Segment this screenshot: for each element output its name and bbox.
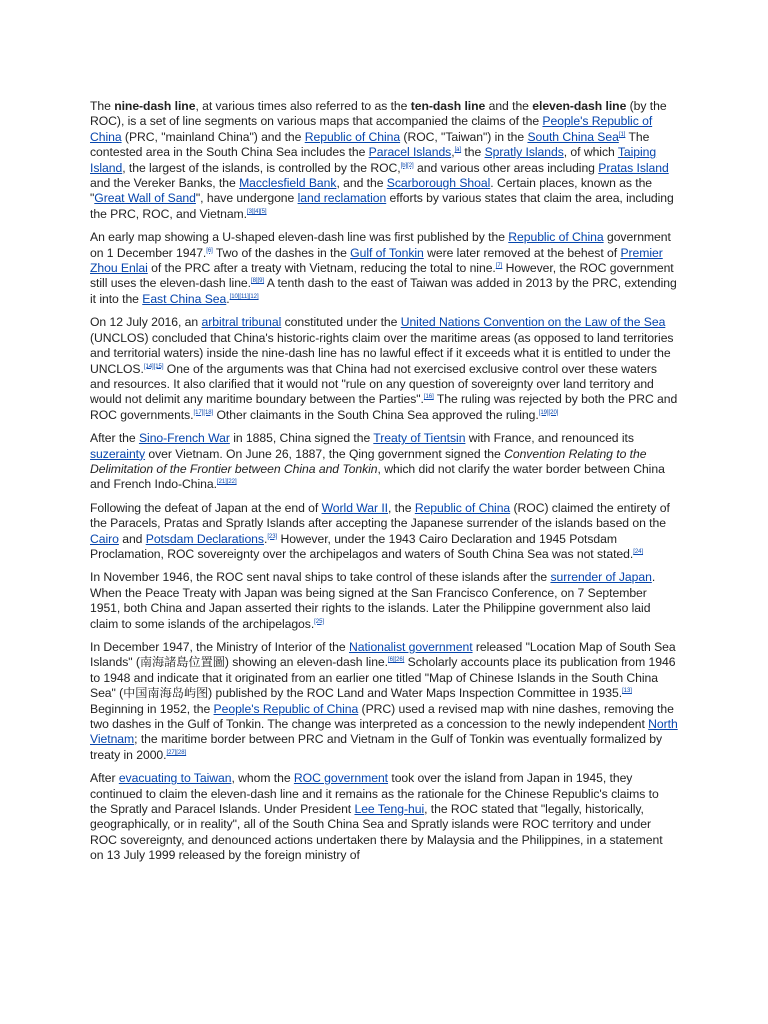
wiki-link[interactable]: land reclamation [297, 191, 387, 206]
text-run: government on 1 December 1947. [90, 230, 671, 260]
paragraph-2 [90, 230, 678, 307]
wiki-link[interactable]: suzerainty [90, 446, 146, 461]
citation-ref[interactable]: [27][28] [166, 749, 187, 756]
citation-ref[interactable]: [b] [400, 162, 408, 169]
citation-ref[interactable]: [14][15] [143, 363, 164, 370]
text-run: Scholarly accounts place its publication from 1946 to 1948 and indicate that it originated from an earlier one titled "Map of Chinese Islands in the South China Sea" (中国南海岛屿图) published by the ROC Land and Water Maps Inspection Committee in 1935. [90, 655, 676, 701]
citation-ref[interactable]: [1] [618, 131, 626, 138]
wiki-link[interactable]: People's Republic of China [213, 701, 359, 716]
text-run: , at various times also referred to as the [195, 99, 411, 113]
text-run: took over the island from Japan in 1945, they continued to claim the eleven-dash line and it remains as the rationale for the Chinese Republic's claims to the Spratly and Paracel Islands. Under President [90, 771, 659, 817]
paragraph-8 [90, 771, 678, 863]
citation-ref[interactable]: [7] [495, 263, 503, 269]
text-run: (UNCLOS) concluded that China's historic-rights claim over the maritime areas (as opposed to land territories and territorial waters) inside the nine-dash line has no lawful effect if it exceeds what it is entitled to under the UNCLOS. [90, 330, 674, 376]
citation-ref[interactable]: [21][22] [216, 479, 237, 486]
citation-ref[interactable]: [23] [267, 533, 278, 540]
wiki-link[interactable]: People's Republic of China [90, 114, 653, 144]
citation-ref[interactable]: [a] [454, 147, 462, 154]
wiki-link[interactable]: Scarborough Shoal [386, 176, 491, 191]
text-run: in 1885, China signed the [229, 431, 374, 446]
bold-term: nine-dash line [114, 99, 196, 113]
wiki-link[interactable]: Macclesfield Bank [239, 176, 337, 191]
text-run: (ROC) claimed the entirety of the Paracels, Pratas and Spratly Islands after accepting the Japanese surrender of the islands based on the [90, 500, 670, 531]
text-run: (ROC, "Taiwan") in the [400, 129, 528, 144]
text-run: After [90, 771, 119, 786]
wiki-link[interactable]: World War II [321, 500, 388, 515]
wiki-link[interactable]: Spratly Islands [484, 145, 564, 160]
paragraph-4 [90, 431, 678, 493]
text-run: An early map showing a U-shaped eleven-dash line was first published by the [90, 230, 509, 245]
text-run: , of which [563, 145, 618, 160]
wiki-link[interactable]: East China Sea [142, 291, 227, 306]
wiki-link[interactable]: Premier [620, 245, 663, 260]
text-run: constituted under the [281, 315, 401, 330]
paragraph-5 [90, 501, 678, 563]
wiki-link[interactable]: Lee Teng-hui [354, 802, 425, 817]
text-run: , the largest of the islands, is controlled by the ROC, [122, 160, 401, 175]
wiki-link[interactable]: Paracel Islands [368, 145, 452, 160]
wiki-link[interactable]: Zhou Enlai [90, 261, 148, 276]
text-run: were later removed at the behest of [423, 245, 621, 260]
text-run: Beginning in 1952, the [90, 701, 214, 716]
wiki-link[interactable]: North Vietnam [90, 717, 678, 747]
wiki-link[interactable]: ROC government [293, 771, 389, 786]
citation-ref[interactable]: [6] [206, 247, 213, 254]
text-run: However, under the 1943 Cairo Declaration and 1945 Potsdam Proclamation, ROC sovereignty over the archipelagos and waters of South China Sea was not stated. [90, 531, 634, 561]
text-run: After the [90, 431, 139, 446]
text-run: The [90, 99, 115, 113]
text-run: , which did not clarify the water border between China and French Indo-China. [90, 461, 665, 492]
text-run: . [263, 531, 268, 546]
paragraph-1 [90, 99, 678, 222]
citation-ref[interactable]: [6][26] [387, 657, 405, 664]
wiki-link[interactable]: United Nations Convention on the Law of the Sea [400, 315, 666, 330]
wiki-link[interactable]: Pratas Island [598, 160, 669, 175]
text-run: One of the arguments was that China had not exercised exclusive control over these waters and resources. It also clarified that it would not "rule on any question of sovereignty over land territory and would not delimit any maritime boundary between the Parties". [90, 361, 657, 407]
text-run: . [226, 291, 230, 306]
wiki-link[interactable]: Gulf of Tonkin [350, 245, 424, 260]
citation-ref[interactable]: [3][4][5] [246, 208, 267, 215]
text-run: and the Vereker Banks, the [90, 176, 240, 191]
citation-ref[interactable]: [10][11][12] [229, 293, 259, 300]
text-run: However, the ROC government still uses the eleven-dash line. [90, 261, 674, 291]
italic-title: Convention Relating to the Delimitation of the Frontier between China and Tonkin [90, 446, 647, 476]
wiki-link[interactable]: Taiping Island [90, 145, 657, 175]
citation-ref[interactable]: [24] [633, 548, 644, 555]
wiki-link[interactable]: Great Wall of Sand [94, 191, 196, 206]
wiki-link[interactable]: Republic of China [508, 230, 604, 245]
text-run: Following the defeat of Japan at the end of [90, 500, 322, 515]
text-run: ; the maritime border between PRC and Vietnam in the Gulf of Tonkin was eventually formalized by treaty in 2000. [90, 732, 663, 762]
text-run: the [461, 145, 485, 160]
citation-ref[interactable]: [13] [622, 688, 632, 695]
wiki-link[interactable]: Republic of China [304, 129, 401, 144]
wiki-link[interactable]: evacuating to Taiwan [118, 771, 232, 786]
wiki-link[interactable]: South China Sea [527, 129, 619, 144]
bold-term: ten-dash line [410, 99, 486, 113]
wiki-link[interactable]: Nationalist government [348, 640, 473, 654]
text-run: released "Location Map of South Sea Islands" (南海諸島位置圖) showing an eleven-dash line. [90, 640, 676, 670]
wiki-link[interactable]: arbitral tribunal [201, 315, 282, 330]
text-run: The ruling was rejected by both the PRC and ROC governments. [90, 392, 678, 422]
text-run: and the [485, 99, 533, 113]
paragraph-3 [90, 315, 678, 423]
bold-term: eleven-dash line [532, 99, 627, 113]
text-run: In November 1946, the ROC sent naval ships to take control of these islands after the [90, 570, 551, 585]
citation-ref[interactable]: [8][9] [251, 278, 265, 285]
citation-ref[interactable]: [2] [407, 162, 414, 169]
wiki-link[interactable]: Cairo [90, 531, 119, 546]
text-run: On 12 July 2016, an [90, 315, 202, 330]
article-body [90, 99, 678, 872]
text-run: . Certain places, known as the " [90, 176, 653, 206]
text-run: efforts by various states that claim the area, including the PRC, ROC, and Vietnam. [90, 191, 674, 221]
wiki-link[interactable]: Potsdam Declarations [145, 531, 264, 546]
paragraph-6 [90, 570, 678, 632]
text-run: , the [388, 500, 415, 515]
text-run: and various other areas including [413, 160, 599, 175]
text-run: , and the [336, 176, 387, 191]
text-run: (PRC, "mainland China") and the [121, 129, 305, 144]
wiki-link[interactable]: Sino-French War [138, 431, 230, 446]
citation-ref[interactable]: [17][18] [193, 409, 214, 416]
text-run: ", have undergone [195, 191, 298, 206]
wiki-link[interactable]: Treaty of Tientsin [373, 431, 466, 446]
text-run: (by the ROC), is a set of line segments on various maps that accompanied the claims of the [90, 99, 667, 129]
text-run: over Vietnam. On June 26, 1887, the Qing government signed the [145, 446, 505, 461]
text-run: with France, and renounced its [465, 431, 634, 446]
wiki-link[interactable]: surrender of Japan [550, 570, 652, 585]
text-run: , [451, 145, 455, 160]
text-run: A tenth dash to the east of Taiwan was added in 2013 by the PRC, extending it into the [90, 276, 677, 306]
citation-ref[interactable]: [25] [314, 618, 324, 625]
citation-ref[interactable]: [16] [423, 394, 434, 401]
paragraph-7 [90, 640, 678, 763]
text-run: Two of the dashes in the [212, 245, 351, 260]
text-run: (PRC) used a revised map with nine dashes, removing the two dashes in the Gulf of Tonkin. The change was interpreted as a concession to the newly independent [90, 701, 674, 732]
text-run: In December 1947, the Ministry of Interior of the [90, 640, 349, 654]
text-run: of the PRC after a treaty with Vietnam, reducing the total to nine. [147, 261, 496, 276]
text-run: , the ROC stated that "legally, historically, geographically, or in reality", all of the South China Sea and Spratly islands were ROC territory and under ROC sovereignty, and denounced actions undertaken there by Malaysia and the Philippines, in a statement on 13 July 1999 released by the foreign ministry of [90, 802, 663, 863]
text-run: and [118, 531, 146, 546]
citation-ref[interactable]: [19][20] [538, 409, 559, 416]
text-run: The contested area in the South China Sea includes the [90, 129, 650, 160]
text-run: , whom the [231, 771, 294, 786]
text-run: Other claimants in the South China Sea approved the ruling. [213, 407, 539, 422]
text-run: . When the Peace Treaty with Japan was being signed at the San Francisco Conference, on 7 September 1951, both China and Japan asserted their rights to the islands. Later the Philippine government also laid claim to some islands of the archipelagos. [90, 570, 656, 631]
wiki-link[interactable]: Republic of China [414, 500, 511, 515]
